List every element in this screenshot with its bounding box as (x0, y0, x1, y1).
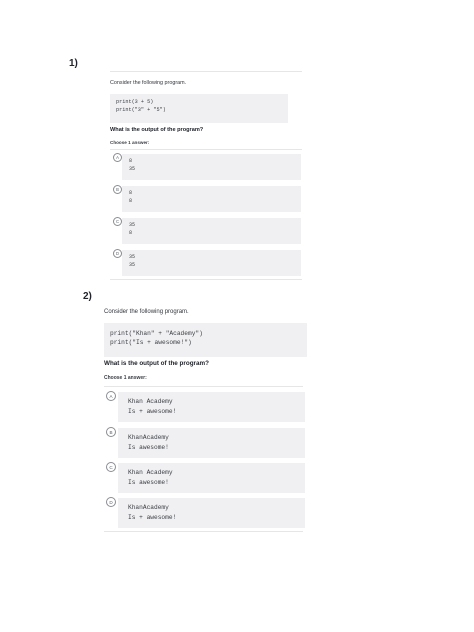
question-2-prompt: Consider the following program. (104, 309, 189, 315)
question-1-choice-b[interactable] (110, 184, 302, 213)
choice-a-badge: A (113, 153, 122, 162)
question-1-choices-divider (110, 149, 302, 150)
choice-c-badge: C (113, 217, 122, 226)
choice-c-badge: C (106, 462, 116, 472)
question-2-choice-b[interactable] (104, 426, 303, 459)
question-1-number: 1) (69, 58, 78, 69)
question-1-choice-a[interactable] (110, 152, 302, 181)
choice-b-badge: B (113, 185, 122, 194)
choice-c-text: 35 8 (122, 218, 301, 244)
question-2-choices-divider (104, 386, 303, 387)
choice-d-text: 35 35 (122, 250, 301, 276)
question-2-panel (104, 304, 304, 534)
choice-a-text: Khan Academy Is + awesome! (118, 392, 305, 422)
choice-d-badge: D (113, 249, 122, 258)
question-2-choose-label: Choose 1 answer: (104, 375, 147, 381)
question-1-bottom-divider (110, 279, 302, 280)
question-1-panel (110, 71, 302, 280)
question-1-choose-label: Choose 1 answer: (110, 140, 150, 145)
question-2-code: print("Khan" + "Academy") print("Is + awesome!") (104, 323, 307, 357)
choice-a-text: 8 35 (122, 154, 301, 180)
question-1-prompt: Consider the following program. (110, 80, 187, 86)
question-1-code: print(3 + 5) print("3" + "5") (110, 94, 288, 123)
question-2-choice-d[interactable] (104, 496, 303, 529)
choice-b-text: KhanAcademy Is awesome! (118, 428, 305, 458)
choice-b-badge: B (106, 427, 116, 437)
question-2-choice-a[interactable] (104, 390, 303, 423)
question-2-bottom-divider (104, 531, 303, 532)
question-2-choice-c[interactable] (104, 461, 303, 494)
choice-d-text: KhanAcademy Is + awesome! (118, 498, 305, 528)
question-1-choice-c[interactable] (110, 216, 302, 245)
choice-c-text: Khan Academy Is awesome! (118, 463, 305, 493)
question-1-question: What is the output of the program? (110, 127, 204, 133)
question-2-question: What is the output of the program? (104, 360, 209, 367)
choice-a-badge: A (106, 391, 116, 401)
choice-b-text: 8 8 (122, 186, 301, 212)
question-1-choice-d[interactable] (110, 248, 302, 277)
choice-d-badge: D (106, 497, 116, 507)
question-2-number: 2) (83, 291, 92, 302)
